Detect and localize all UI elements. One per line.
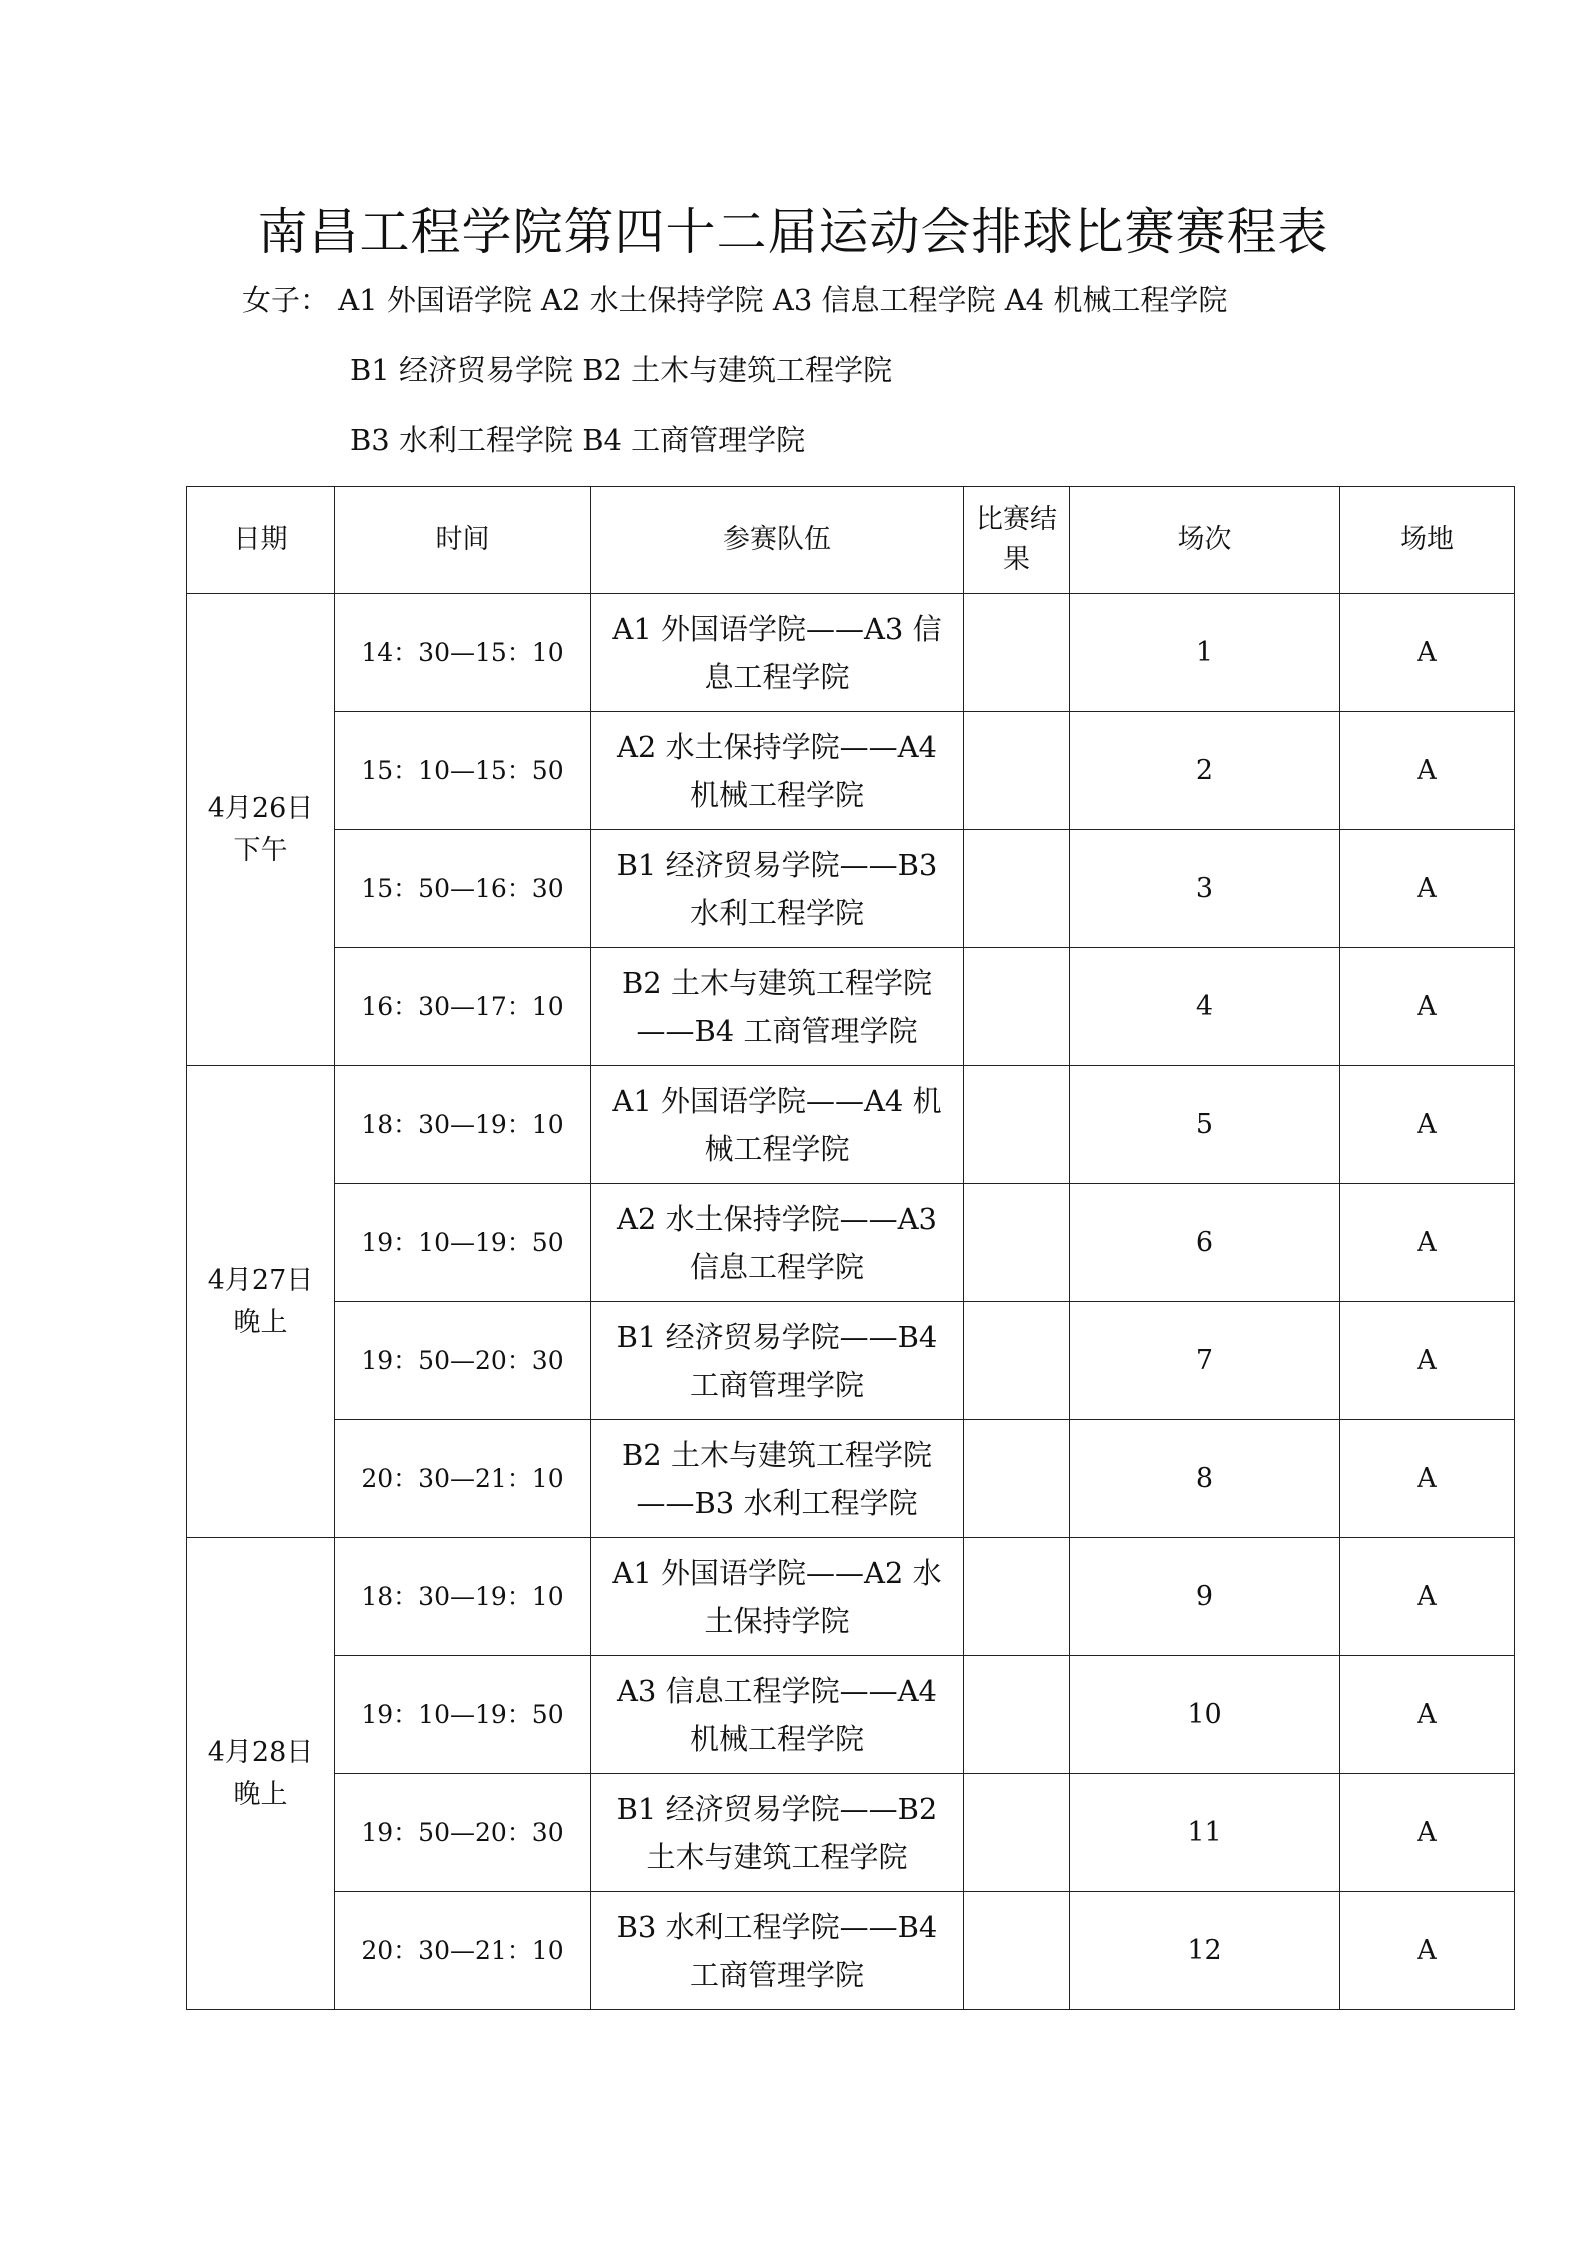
table-row: [187, 1656, 1515, 1774]
table-row: [187, 594, 1515, 712]
match-teams-cell: B2 土木与建筑工程学院——B4 工商管理学院: [591, 948, 964, 1066]
time-cell: 20：30—21：10: [335, 1892, 591, 2010]
match-number-cell: 1: [1070, 594, 1340, 712]
match-teams-cell: B2 土木与建筑工程学院——B3 水利工程学院: [591, 1420, 964, 1538]
time-cell: 18：30—19：10: [335, 1066, 591, 1184]
header-time: 时间: [335, 487, 591, 594]
date-cell: 4月28日晚上: [187, 1538, 335, 2010]
table-row: [187, 948, 1515, 1066]
match-number-cell: 6: [1070, 1184, 1340, 1302]
match-teams-cell: A3 信息工程学院——A4 机械工程学院: [591, 1656, 964, 1774]
match-number-cell: 5: [1070, 1066, 1340, 1184]
venue-cell: A: [1340, 1066, 1515, 1184]
time-cell: 19：50—20：30: [335, 1774, 591, 1892]
match-teams-cell: A1 外国语学院——A2 水土保持学院: [591, 1538, 964, 1656]
result-cell: [964, 1066, 1070, 1184]
header-result: 比赛结果: [964, 487, 1070, 594]
match-number-cell: 9: [1070, 1538, 1340, 1656]
venue-cell: A: [1340, 1302, 1515, 1420]
venue-cell: A: [1340, 1538, 1515, 1656]
result-cell: [964, 1892, 1070, 2010]
table-row: [187, 1892, 1515, 2010]
match-number-cell: 7: [1070, 1302, 1340, 1420]
match-number-cell: 8: [1070, 1420, 1340, 1538]
time-cell: 14：30—15：10: [335, 594, 591, 712]
header-row: [187, 487, 1515, 594]
schedule-body: [187, 594, 1515, 2010]
time-cell: 19：10—19：50: [335, 1656, 591, 1774]
schedule-table: [186, 486, 1515, 2010]
result-cell: [964, 1538, 1070, 1656]
match-teams-cell: A2 水土保持学院——A4 机械工程学院: [591, 712, 964, 830]
result-cell: [964, 830, 1070, 948]
table-row: [187, 1774, 1515, 1892]
match-number-cell: 11: [1070, 1774, 1340, 1892]
time-cell: 15：50—16：30: [335, 830, 591, 948]
match-teams-cell: A1 外国语学院——A3 信息工程学院: [591, 594, 964, 712]
header-teams: 参赛队伍: [591, 487, 964, 594]
result-cell: [964, 1184, 1070, 1302]
venue-cell: A: [1340, 830, 1515, 948]
venue-cell: A: [1340, 1420, 1515, 1538]
date-cell: 4月27日晚上: [187, 1066, 335, 1538]
table-row: [187, 1302, 1515, 1420]
header-venue: 场地: [1340, 487, 1515, 594]
match-number-cell: 3: [1070, 830, 1340, 948]
result-cell: [964, 948, 1070, 1066]
venue-cell: A: [1340, 1656, 1515, 1774]
match-number-cell: 2: [1070, 712, 1340, 830]
table-row: [187, 1066, 1515, 1184]
time-cell: 19：10—19：50: [335, 1184, 591, 1302]
venue-cell: A: [1340, 1184, 1515, 1302]
result-cell: [964, 1656, 1070, 1774]
match-number-cell: 12: [1070, 1892, 1340, 2010]
match-teams-cell: B1 经济贸易学院——B2 土木与建筑工程学院: [591, 1774, 964, 1892]
header-date: 日期: [187, 487, 335, 594]
table-row: [187, 830, 1515, 948]
venue-cell: A: [1340, 594, 1515, 712]
table-row: [187, 712, 1515, 830]
date-cell: 4月26日下午: [187, 594, 335, 1066]
venue-cell: A: [1340, 1892, 1515, 2010]
match-teams-cell: B1 经济贸易学院——B4 工商管理学院: [591, 1302, 964, 1420]
time-cell: 19：50—20：30: [335, 1302, 591, 1420]
page-title: 南昌工程学院第四十二届运动会排球比赛赛程表: [257, 203, 1329, 261]
time-cell: 18：30—19：10: [335, 1538, 591, 1656]
result-cell: [964, 1774, 1070, 1892]
result-cell: [964, 1302, 1070, 1420]
table-row: [187, 1538, 1515, 1656]
match-number-cell: 10: [1070, 1656, 1340, 1774]
time-cell: 20：30—21：10: [335, 1420, 591, 1538]
header-match-number: 场次: [1070, 487, 1340, 594]
match-teams-cell: A2 水土保持学院——A3 信息工程学院: [591, 1184, 964, 1302]
table-row: [187, 1420, 1515, 1538]
venue-cell: A: [1340, 1774, 1515, 1892]
match-teams-cell: B1 经济贸易学院——B3 水利工程学院: [591, 830, 964, 948]
result-cell: [964, 594, 1070, 712]
match-teams-cell: B3 水利工程学院——B4 工商管理学院: [591, 1892, 964, 2010]
result-cell: [964, 712, 1070, 830]
women-group-a-teams: 女子： A1 外国语学院 A2 水土保持学院 A3 信息工程学院 A4 机械工程学院: [242, 283, 1228, 317]
venue-cell: A: [1340, 948, 1515, 1066]
women-group-b-teams-line2: B3 水利工程学院 B4 工商管理学院: [350, 423, 806, 457]
time-cell: 15：10—15：50: [335, 712, 591, 830]
match-number-cell: 4: [1070, 948, 1340, 1066]
match-teams-cell: A1 外国语学院——A4 机械工程学院: [591, 1066, 964, 1184]
table-row: [187, 1184, 1515, 1302]
time-cell: 16：30—17：10: [335, 948, 591, 1066]
result-cell: [964, 1420, 1070, 1538]
venue-cell: A: [1340, 712, 1515, 830]
women-group-b-teams-line1: B1 经济贸易学院 B2 土木与建筑工程学院: [350, 353, 893, 387]
